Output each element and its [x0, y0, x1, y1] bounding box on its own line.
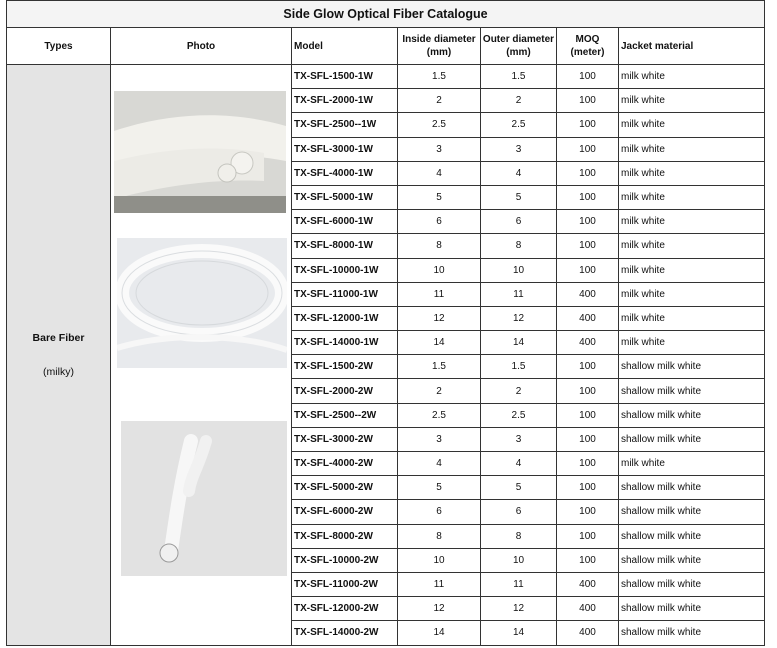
model-cell: TX-SFL-2500--1W	[292, 113, 398, 137]
jacket-material-cell: shallow milk white	[619, 476, 765, 500]
table-row	[7, 65, 765, 89]
jacket-material-cell: shallow milk white	[619, 500, 765, 524]
moq-cell: 100	[557, 185, 619, 209]
jacket-material-cell: shallow milk white	[619, 621, 765, 645]
outer-diameter-cell: 8	[481, 524, 557, 548]
outer-diameter-cell: 4	[481, 452, 557, 476]
inside-diameter-cell: 14	[398, 621, 481, 645]
moq-cell: 100	[557, 137, 619, 161]
outer-diameter-cell: 10	[481, 548, 557, 572]
type-label: Bare Fiber	[32, 331, 85, 344]
jacket-material-cell: milk white	[619, 210, 765, 234]
fiber-coil-photo	[117, 238, 287, 368]
header-types: Types	[7, 28, 111, 65]
inside-diameter-cell: 3	[398, 427, 481, 451]
moq-cell: 100	[557, 161, 619, 185]
moq-cell: 100	[557, 89, 619, 113]
jacket-material-cell: milk white	[619, 306, 765, 330]
model-cell: TX-SFL-14000-2W	[292, 621, 398, 645]
outer-diameter-cell: 1.5	[481, 65, 557, 89]
moq-cell: 400	[557, 282, 619, 306]
outer-diameter-cell: 11	[481, 282, 557, 306]
model-cell: TX-SFL-2500--2W	[292, 403, 398, 427]
model-cell: TX-SFL-11000-2W	[292, 572, 398, 596]
outer-diameter-cell: 14	[481, 621, 557, 645]
inside-diameter-cell: 12	[398, 597, 481, 621]
title-row	[7, 1, 765, 28]
jacket-material-cell: milk white	[619, 89, 765, 113]
header-moq-line1: MOQ	[575, 34, 600, 45]
inside-diameter-cell: 11	[398, 572, 481, 596]
jacket-material-cell: shallow milk white	[619, 548, 765, 572]
moq-cell: 100	[557, 210, 619, 234]
header-row	[7, 28, 765, 65]
model-cell: TX-SFL-11000-1W	[292, 282, 398, 306]
inside-diameter-cell: 8	[398, 524, 481, 548]
outer-diameter-cell: 11	[481, 572, 557, 596]
header-outer-diameter	[481, 28, 557, 65]
jacket-material-cell: shallow milk white	[619, 379, 765, 403]
jacket-material-cell: shallow milk white	[619, 355, 765, 379]
catalogue-sheet	[6, 0, 764, 646]
outer-diameter-cell: 10	[481, 258, 557, 282]
moq-cell: 100	[557, 476, 619, 500]
inside-diameter-cell: 4	[398, 161, 481, 185]
outer-diameter-cell: 12	[481, 597, 557, 621]
inside-diameter-cell: 6	[398, 500, 481, 524]
type-cell	[7, 65, 111, 646]
moq-cell: 400	[557, 621, 619, 645]
model-cell: TX-SFL-12000-1W	[292, 306, 398, 330]
jacket-material-cell: milk white	[619, 452, 765, 476]
moq-cell: 400	[557, 572, 619, 596]
inside-diameter-cell: 4	[398, 452, 481, 476]
moq-cell: 100	[557, 427, 619, 451]
model-cell: TX-SFL-6000-2W	[292, 500, 398, 524]
model-cell: TX-SFL-2000-1W	[292, 89, 398, 113]
moq-cell: 100	[557, 258, 619, 282]
table-body	[7, 65, 765, 646]
inside-diameter-cell: 5	[398, 476, 481, 500]
jacket-material-cell: shallow milk white	[619, 524, 765, 548]
model-cell: TX-SFL-8000-1W	[292, 234, 398, 258]
inside-diameter-cell: 12	[398, 306, 481, 330]
outer-diameter-cell: 5	[481, 185, 557, 209]
outer-diameter-cell: 8	[481, 234, 557, 258]
jacket-material-cell: milk white	[619, 113, 765, 137]
outer-diameter-cell: 2.5	[481, 403, 557, 427]
photo-cell	[111, 65, 292, 646]
moq-cell: 100	[557, 65, 619, 89]
model-cell: TX-SFL-5000-2W	[292, 476, 398, 500]
jacket-material-cell: shallow milk white	[619, 403, 765, 427]
model-cell: TX-SFL-8000-2W	[292, 524, 398, 548]
model-cell: TX-SFL-5000-1W	[292, 185, 398, 209]
jacket-material-cell: milk white	[619, 282, 765, 306]
moq-cell: 100	[557, 524, 619, 548]
model-cell: TX-SFL-10000-2W	[292, 548, 398, 572]
model-cell: TX-SFL-10000-1W	[292, 258, 398, 282]
outer-diameter-cell: 12	[481, 306, 557, 330]
header-inside-diameter	[398, 28, 481, 65]
jacket-material-cell: milk white	[619, 161, 765, 185]
fiber-bundle-photo	[114, 91, 286, 213]
catalogue-table	[6, 0, 765, 646]
inside-diameter-cell: 10	[398, 548, 481, 572]
moq-cell: 400	[557, 331, 619, 355]
inside-diameter-cell: 2	[398, 379, 481, 403]
moq-cell: 100	[557, 500, 619, 524]
model-cell: TX-SFL-2000-2W	[292, 379, 398, 403]
header-inside-line2: (mm)	[426, 47, 452, 58]
outer-diameter-cell: 6	[481, 210, 557, 234]
outer-diameter-cell: 4	[481, 161, 557, 185]
header-model: Model	[292, 28, 398, 65]
outer-diameter-cell: 3	[481, 427, 557, 451]
jacket-material-cell: milk white	[619, 185, 765, 209]
model-cell: TX-SFL-1500-1W	[292, 65, 398, 89]
outer-diameter-cell: 2.5	[481, 113, 557, 137]
inside-diameter-cell: 11	[398, 282, 481, 306]
outer-diameter-cell: 2	[481, 89, 557, 113]
header-moq	[557, 28, 619, 65]
header-moq-line2: (meter)	[570, 47, 605, 58]
outer-diameter-cell: 1.5	[481, 355, 557, 379]
jacket-material-cell: milk white	[619, 234, 765, 258]
type-sub-label: (milky)	[43, 365, 74, 378]
header-photo: Photo	[111, 28, 292, 65]
model-cell: TX-SFL-3000-2W	[292, 427, 398, 451]
moq-cell: 100	[557, 548, 619, 572]
model-cell: TX-SFL-12000-2W	[292, 597, 398, 621]
inside-diameter-cell: 2	[398, 89, 481, 113]
inside-diameter-cell: 1.5	[398, 65, 481, 89]
model-cell: TX-SFL-1500-2W	[292, 355, 398, 379]
model-cell: TX-SFL-4000-2W	[292, 452, 398, 476]
inside-diameter-cell: 6	[398, 210, 481, 234]
header-outer-line1: Outer diameter	[482, 34, 555, 45]
inside-diameter-cell: 5	[398, 185, 481, 209]
inside-diameter-cell: 8	[398, 234, 481, 258]
header-outer-line2: (mm)	[506, 47, 531, 58]
jacket-material-cell: shallow milk white	[619, 427, 765, 451]
inside-diameter-cell: 2.5	[398, 403, 481, 427]
model-cell: TX-SFL-14000-1W	[292, 331, 398, 355]
header-jacket-material: Jacket material	[619, 28, 765, 65]
moq-cell: 100	[557, 113, 619, 137]
moq-cell: 100	[557, 234, 619, 258]
jacket-material-cell: shallow milk white	[619, 572, 765, 596]
model-cell: TX-SFL-3000-1W	[292, 137, 398, 161]
outer-diameter-cell: 6	[481, 500, 557, 524]
moq-cell: 100	[557, 355, 619, 379]
outer-diameter-cell: 3	[481, 137, 557, 161]
model-cell: TX-SFL-6000-1W	[292, 210, 398, 234]
model-cell: TX-SFL-4000-1W	[292, 161, 398, 185]
moq-cell: 100	[557, 452, 619, 476]
outer-diameter-cell: 2	[481, 379, 557, 403]
header-inside-line1: Inside diameter	[402, 34, 476, 45]
inside-diameter-cell: 1.5	[398, 355, 481, 379]
moq-cell: 400	[557, 597, 619, 621]
outer-diameter-cell: 5	[481, 476, 557, 500]
outer-diameter-cell: 14	[481, 331, 557, 355]
inside-diameter-cell: 3	[398, 137, 481, 161]
fiber-closeup-photo	[121, 421, 287, 576]
inside-diameter-cell: 10	[398, 258, 481, 282]
catalogue-title: Side Glow Optical Fiber Catalogue	[7, 1, 765, 28]
jacket-material-cell: milk white	[619, 331, 765, 355]
jacket-material-cell: milk white	[619, 258, 765, 282]
moq-cell: 100	[557, 379, 619, 403]
jacket-material-cell: milk white	[619, 65, 765, 89]
moq-cell: 100	[557, 403, 619, 427]
inside-diameter-cell: 2.5	[398, 113, 481, 137]
jacket-material-cell: milk white	[619, 137, 765, 161]
jacket-material-cell: shallow milk white	[619, 597, 765, 621]
inside-diameter-cell: 14	[398, 331, 481, 355]
moq-cell: 400	[557, 306, 619, 330]
